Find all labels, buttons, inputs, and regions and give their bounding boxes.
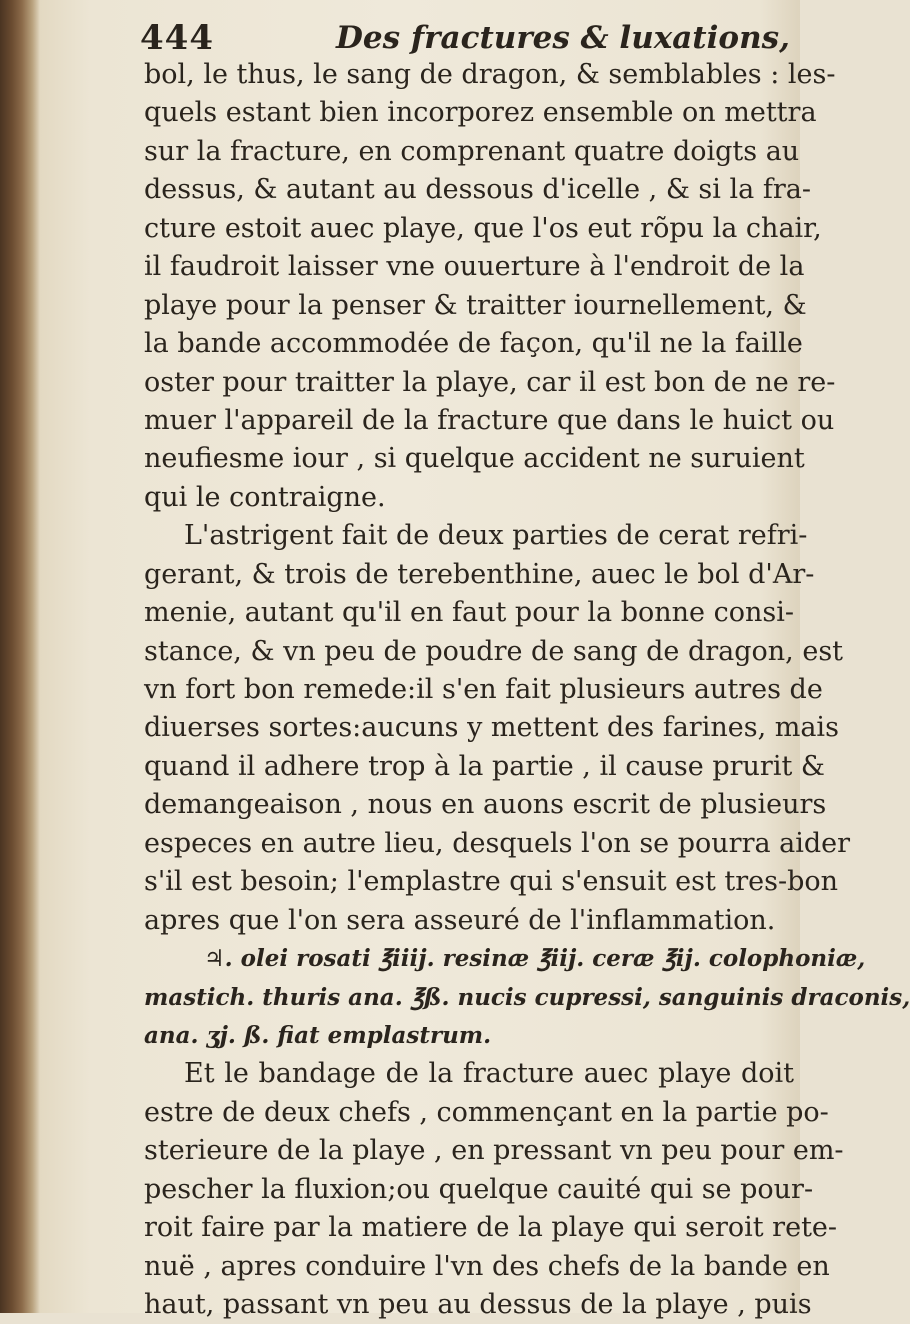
text-line: quand il adhere trop à la partie , il cause prurit & (144, 750, 825, 782)
page-number: 444 (140, 18, 214, 58)
paragraph-start-line: Et le bandage de la fracture auec playe doit (184, 1058, 794, 1090)
text-line: la bande accommodée de façon, qu'il ne la faille (144, 328, 803, 360)
text-line: haut, passant vn peu au dessus de la playe , puis (144, 1289, 812, 1320)
text-line: apres que l'on sera asseuré de l'inflammation. (144, 904, 776, 936)
text-line: stance, & vn peu de poudre de sang de dragon, est (144, 635, 844, 667)
text-line: especes en autre lieu, desquels l'on se pourra aider (144, 827, 851, 859)
text-line: roit faire par la matiere de la playe qui seroit rete- (144, 1212, 838, 1244)
recipe-line: mastich. thuris ana. ℥ß. nucis cupressi, sanguinis draconis, (144, 983, 910, 1011)
text-line: oster pour traitter la playe, car il est bon de ne re- (144, 366, 836, 398)
text-line: nuë , apres conduire l'vn des chefs de la bande en (144, 1250, 830, 1282)
text-line: vn fort bon remede:il s'en fait plusieurs autres de (144, 674, 823, 705)
recipe-line: ♃. olei rosati ℥iiij. resinæ ℥iij. ceræ ℥ij. colophoniæ, (204, 945, 866, 973)
text-line: bol, le thus, le sang de dragon, & semblables : les- (144, 59, 836, 90)
text-line: pescher la fluxion;ou quelque cauité qui se pour- (144, 1173, 814, 1205)
running-title: Des fractures & luxations, (336, 20, 790, 56)
paragraph-start-line: L'astrigent fait de deux parties de cerat refri- (184, 520, 808, 552)
text-line: muer l'appareil de la fracture que dans le huict ou (144, 404, 835, 436)
recipe-line: ana. ʒj. ß. fiat emplastrum. (144, 1021, 492, 1049)
text-line: quels estant bien incorporez ensemble on mettra (144, 97, 817, 129)
text-line: estre de deux chefs , commençant en la partie po- (144, 1096, 829, 1128)
text-line: demangeaison , nous en auons escrit de plusieurs (144, 789, 827, 821)
page-header (140, 14, 790, 60)
text-line: cture estoit auec playe, que l'os eut rõpu la chair, (144, 212, 822, 244)
text-line: menie, autant qu'il en faut pour la bonne consi- (144, 597, 794, 629)
text-line: qui le contraigne. (144, 481, 386, 513)
text-line: dessus, & autant au dessous d'icelle , & si la fra- (144, 174, 811, 206)
text-line: gerant, & trois de terebenthine, auec le bol d'Ar- (144, 558, 815, 590)
text-line: diuerses sortes:aucuns y mettent des farines, mais (144, 712, 839, 744)
text-line: il faudroit laisser vne ouuerture à l'endroit de la (144, 251, 805, 283)
text-line: playe pour la penser & traitter iournellement, & (144, 289, 807, 321)
text-line: neufiesme iour , si quelque accident ne suruient (144, 443, 805, 475)
body-text (144, 56, 910, 1324)
book-binding-edge (0, 0, 40, 1313)
text-line: sur la fracture, en comprenant quatre doigts au (144, 135, 800, 167)
text-line: s'il est besoin; l'emplastre qui s'ensuit est tres-bon (144, 866, 839, 898)
text-line: sterieure de la playe , en pressant vn peu pour em- (144, 1135, 844, 1167)
